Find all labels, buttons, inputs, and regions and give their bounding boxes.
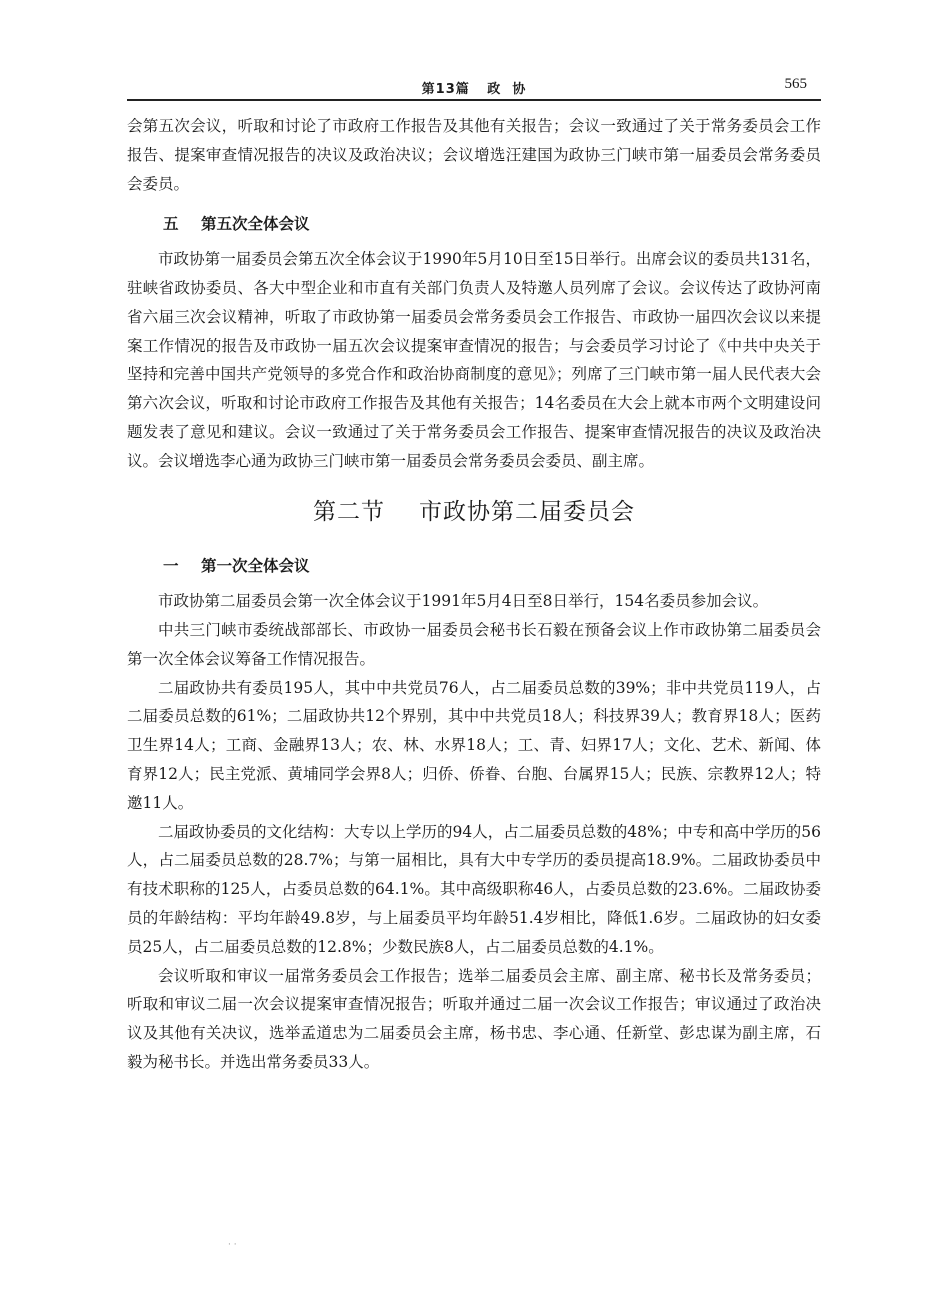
- section-number: 第二节: [313, 498, 385, 525]
- subheading-number: 一: [163, 557, 179, 576]
- part-label: 第13篇: [421, 82, 470, 97]
- part-title: 政 协: [487, 82, 527, 97]
- body-paragraph: 二届政协委员的文化结构：大专以上学历的94人，占二届委员总数的48%；中专和高中学历的56人，占二届委员总数的28.7%；与第一届相比，具有大中专学历的委员提高18.9%。二届政协委员中有技术职称的125人，占委员总数的64.1%。其中高级职称46人，占委员总数的23.6%。二届政协委员的年龄结构：平均年龄49.8岁，与上届委员平均年龄51.4岁相比，降低1.6岁。二届政协的妇女委员25人，占二届委员总数的12.8%；少数民族8人，占二届委员总数的4.1%。: [127, 822, 821, 956]
- body-paragraph: 二届政协共有委员195人，其中中共党员76人，占二届委员总数的39%；非中共党员119人，占二届委员总数的61%；二届政协共12个界别，其中中共党员18人；科技界39人；教育界18人；医药卫生界14人；工商、金融界13人；农、林、水界18人；工、青、妇界17人；文化、艺术、新闻、体育界12人；民主党派、黄埔同学会界8人；归侨、侨眷、台胞、台属界15人；民族、宗教界12人；特邀11人。: [127, 678, 821, 812]
- fifth-session-paragraph: 市政协第一届委员会第五次全体会议于1990年5月10日至15日举行。出席会议的委员共131名，驻峡省政协委员、各大中型企业和市直有关部门负责人及特邀人员列席了会议。会议传达了政协河南省六届三次会议精神，听取了市政协第一届委员会常务委员会工作报告、市政协一届四次会议以来提案工作情况的报告及市政协一届五次会议提案审查情况的报告；与会委员学习讨论了《中共中央关于坚持和完善中国共产党领导的多党合作和政治协商制度的意见》；列席了三门峡市第一届人民代表大会第六次会议，听取和讨论市政府工作报告及其他有关报告；14名委员在大会上就本市两个文明建设问题发表了意见和建议。会议一致通过了关于常务委员会工作报告、提案审查情况报告的决议及政治决议。会议增选李心通为政协三门峡市第一届委员会常务委员会委员、副主席。: [127, 250, 821, 470]
- subheading-title: 第一次全体会议: [201, 557, 310, 576]
- page-body: [127, 112, 821, 1077]
- header-rule: [127, 99, 821, 101]
- section-title: 市政协第二届委员会: [419, 498, 635, 525]
- running-header: [127, 70, 821, 100]
- page-number: 565: [784, 76, 807, 92]
- body-paragraph: 中共三门峡市委统战部部长、市政协一届委员会秘书长石毅在预备会议上作市政协第二届委员会第一次全体会议筹备工作情况报告。: [127, 620, 821, 668]
- subheading-number: 五: [163, 215, 179, 234]
- subheading-fifth-session: [127, 210, 821, 239]
- running-title: [127, 78, 821, 97]
- subheading-title: 第五次全体会议: [201, 215, 310, 234]
- section-heading: [127, 498, 821, 527]
- body-paragraph: 市政协第二届委员会第一次全体会议于1991年5月4日至8日举行，154名委员参加会议。: [158, 592, 769, 611]
- scan-speck: · ·: [228, 1240, 237, 1250]
- body-paragraph: 会议听取和审议一届常务委员会工作报告；选举二届委员会主席、副主席、秘书长及常务委员；听取和审议二届一次会议提案审查情况报告；听取并通过二届一次会议工作报告；审议通过了政治决议及其他有关决议，选举孟道忠为二届委员会主席，杨书忠、李心通、任新堂、彭忠谋为副主席，石毅为秘书长。并选出常务委员33人。: [127, 966, 821, 1071]
- intro-paragraph: 会第五次会议，听取和讨论了市政府工作报告及其他有关报告；会议一致通过了关于常务委员会工作报告、提案审查情况报告的决议及政治决议；会议增选汪建国为政协三门峡市第一届委员会常务委员会委员。: [127, 117, 821, 193]
- subheading-first-session: [127, 552, 821, 581]
